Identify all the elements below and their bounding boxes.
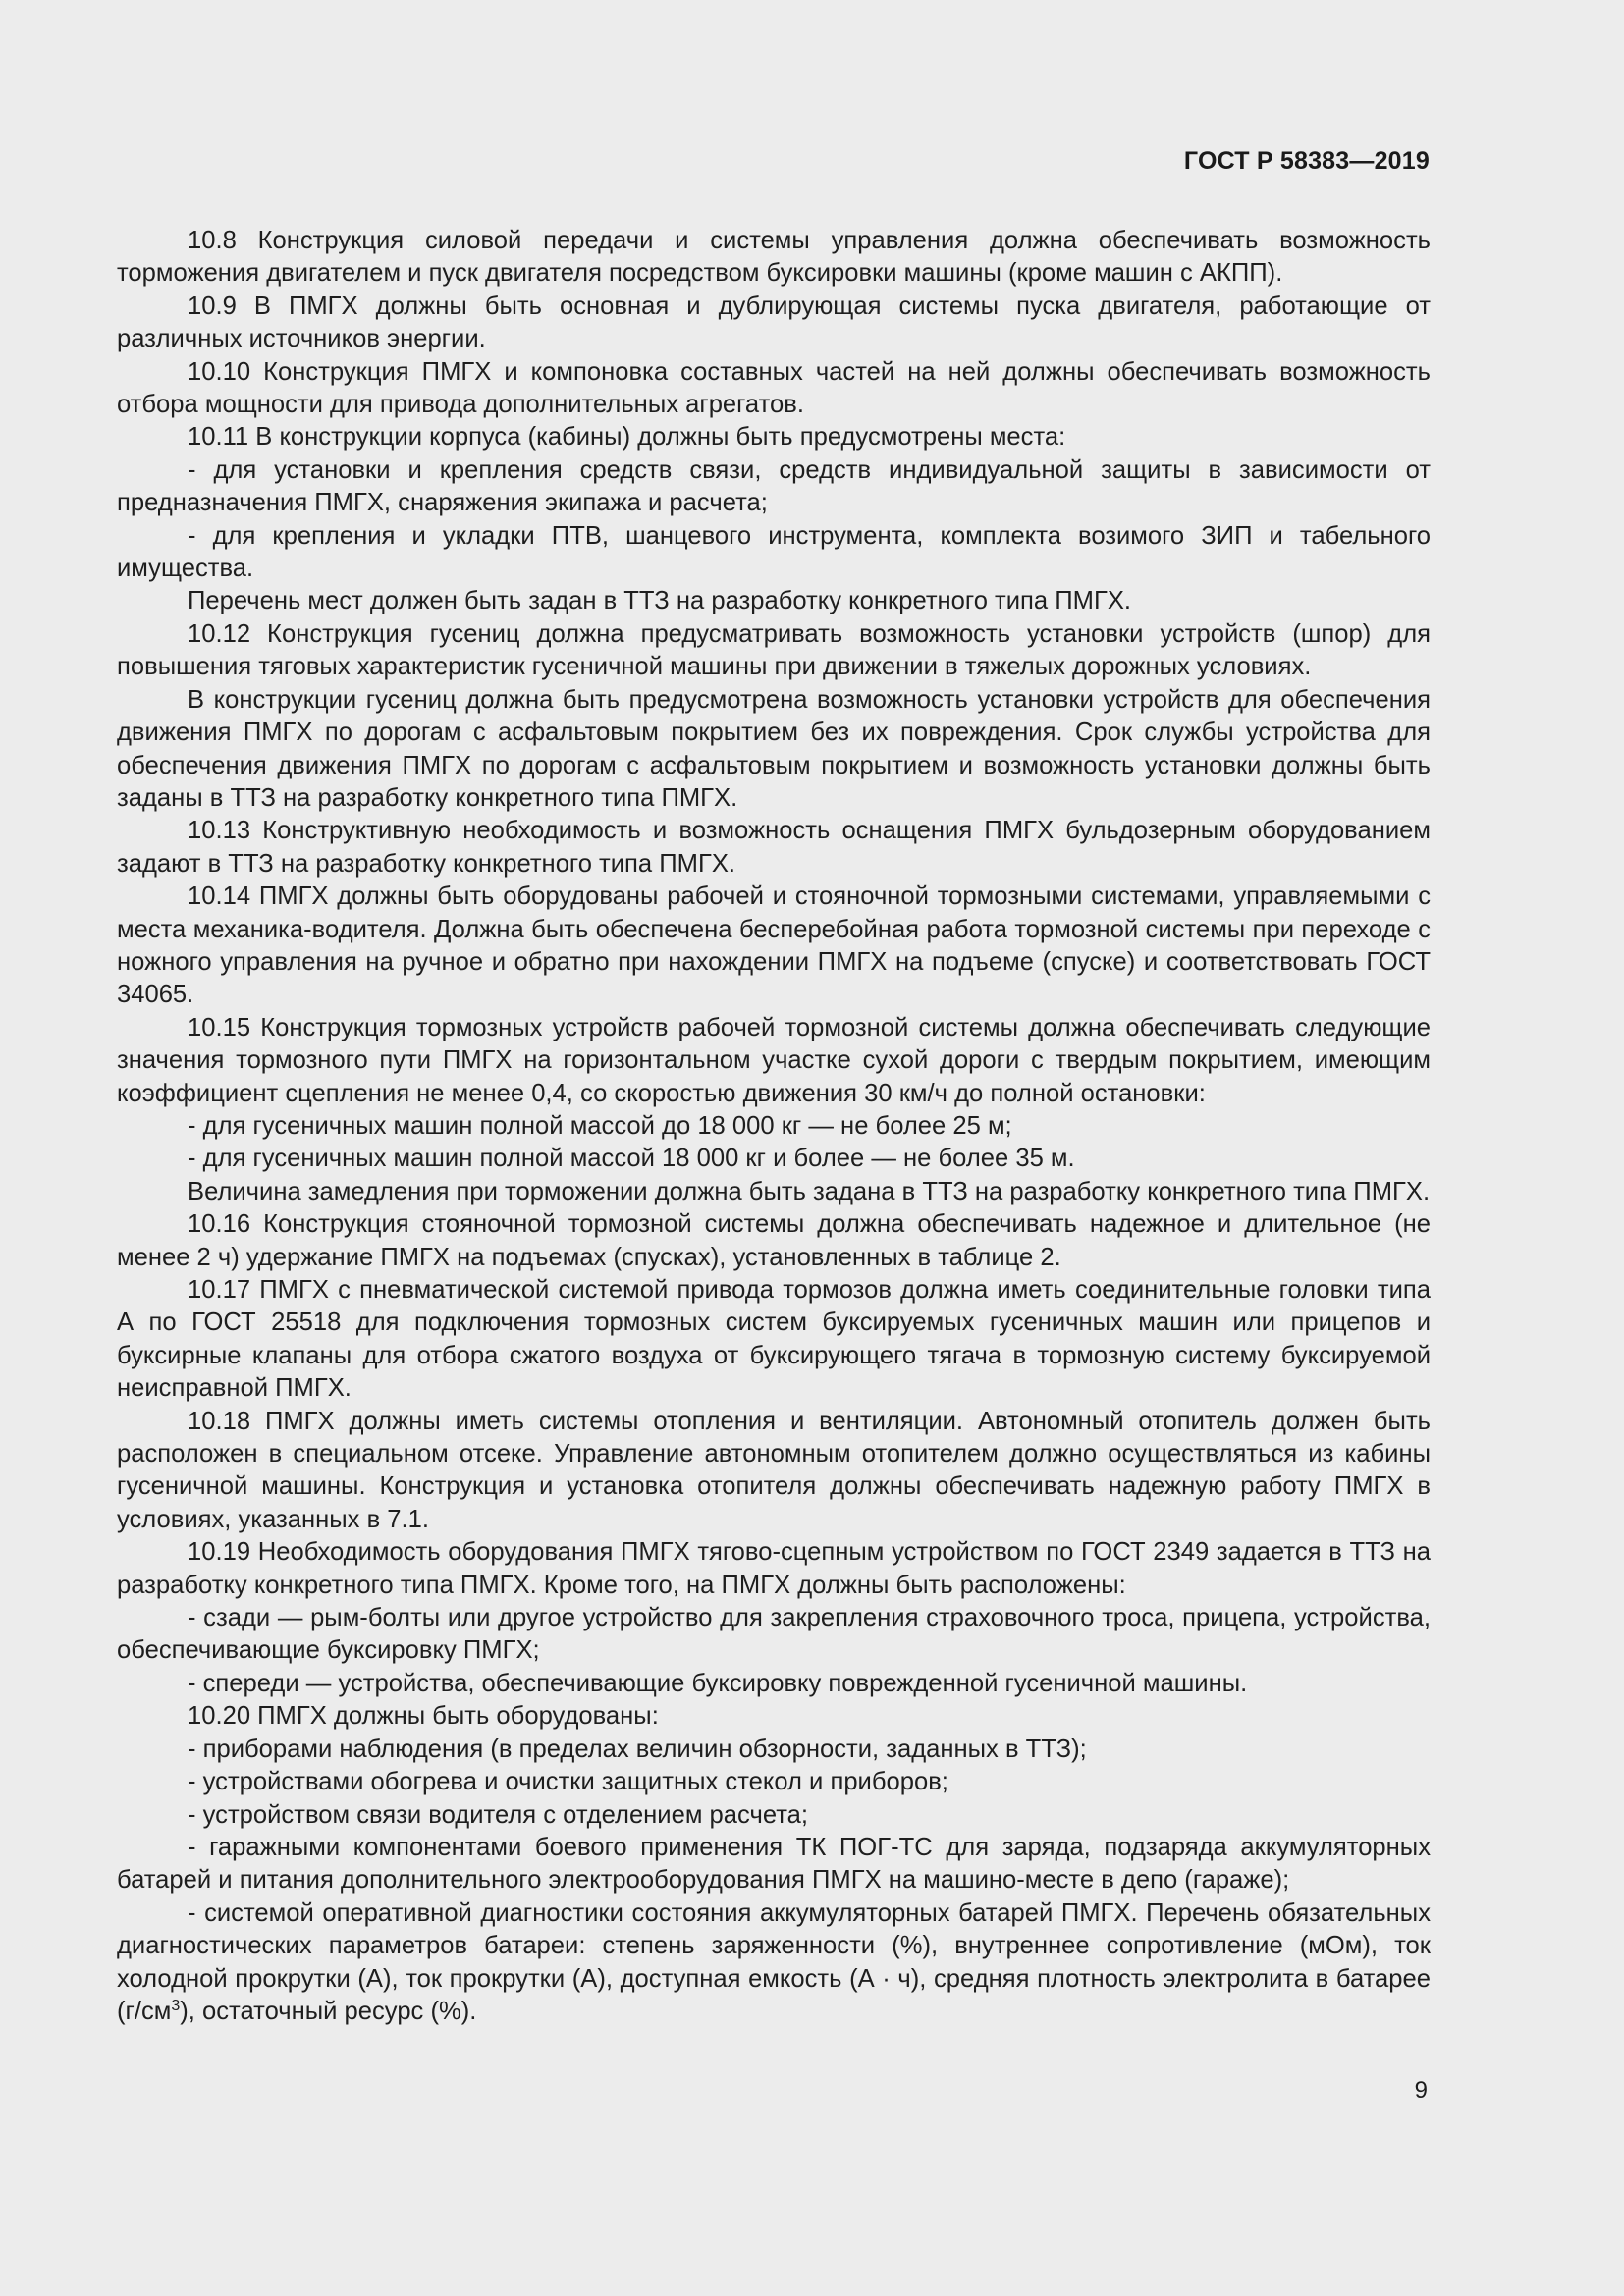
list-item-rear: - сзади — рым-болты или другое устройство для закрепления страховочного троса, прицепа, устройства, обеспечивающие буксировку ПМГХ; xyxy=(117,1604,1431,1665)
paragraph-10-10: 10.10 Конструкция ПМГХ и компоновка составных частей на ней должны обеспечивать возможность отбора мощности для привода дополнительных агрегатов. xyxy=(117,357,1431,419)
paragraph-track-devices: В конструкции гусениц должна быть предусмотрена возможность установки устройств для обеспечения движения ПМГХ по дорогам с асфальтовым покрытием без их повреждения. Срок службы устройства для обеспечения движения ПМГХ по дорогам с асфальтовым покрытием и возможность установки должны быть заданы в ТТЗ на разработку конкретного типа ПМГХ. xyxy=(117,685,1431,812)
battery-diagnostics-text: - системой оперативной диагностики состояния аккумуляторных батарей ПМГХ. Перечень обязательных диагностических параметров батареи: степень заряженности (%), внутреннее сопротивление (мОм), ток холодной прокрутки (А), ток прокрутки (А), доступная емкость (А · ч), средняя плотность электролита в батарее (г/см xyxy=(117,1898,1431,2025)
paragraph-deceleration: Величина замедления при торможении должна быть задана в ТТЗ на разработку конкретного типа ПМГХ. xyxy=(188,1177,1431,1205)
list-item-heating: - устройствами обогрева и очистки защитных стекол и приборов; xyxy=(188,1768,948,1796)
list-item-tools: - для крепления и укладки ПТВ, шанцевого инструмента, комплекта возимого ЗИП и табельного имущества. xyxy=(117,521,1431,583)
list-item-mass-over-18000: - для гусеничных машин полной массой 18 000 кг и более — не более 35 м. xyxy=(188,1145,1075,1173)
list-item-garage-components: - гаражными компонентами боевого применения ТК ПОГ-ТС для заряда, подзаряда аккумуляторных батарей и питания дополнительного электрооборудования ПМГХ на машино-месте в депо (гараже); xyxy=(117,1833,1431,1895)
page-number: 9 xyxy=(1414,2077,1428,2104)
superscript-cube: 3 xyxy=(171,1997,181,2014)
paragraph-10-12: 10.12 Конструкция гусениц должна предусматривать возможность установки устройств (шпор) для повышения тяговых характеристик гусеничной машины при движении в тяжелых дорожных условиях. xyxy=(117,619,1431,681)
standard-header: ГОСТ Р 58383—2019 xyxy=(1183,147,1430,175)
paragraph-10-11: 10.11 В конструкции корпуса (кабины) должны быть предусмотрены места: xyxy=(188,423,1066,452)
paragraph-10-18: 10.18 ПМГХ должны иметь системы отопления и вентиляции. Автономный отопитель должен быть расположен в специальном отсеке. Управление автономным отопителем должно осуществляться из кабины гусеничной машины. Конструкция и установка отопителя должны обеспечивать надежную работу ПМГХ в условиях, указанных в 7.1. xyxy=(117,1407,1431,1533)
battery-diagnostics-tail: ), остаточный ресурс (%). xyxy=(180,1997,477,2025)
paragraph-10-19: 10.19 Необходимость оборудования ПМГХ тягово-сцепным устройством по ГОСТ 2349 задается в ТТЗ на разработку конкретного типа ПМГХ. Кроме того, на ПМГХ должны быть расположены: xyxy=(117,1538,1431,1599)
paragraph-10-13: 10.13 Конструктивную необходимость и возможность оснащения ПМГХ бульдозерным оборудованием задают в ТТЗ на разработку конкретного типа ПМГХ. xyxy=(117,817,1431,878)
list-item-battery-diagnostics xyxy=(117,1897,1431,2029)
paragraph-10-15: 10.15 Конструкция тормозных устройств рабочей тормозной системы должна обеспечивать следующие значения тормозного пути ПМГХ на горизонтальном участке сухой дороги с твердым покрытием, имеющим коэффициент сцепления не менее 0,4, со скоростью движения 30 км/ч до полной остановки: xyxy=(117,1013,1431,1107)
paragraph-places-list: Перечень мест должен быть задан в ТТЗ на разработку конкретного типа ПМГХ. xyxy=(188,587,1132,615)
document-body xyxy=(117,225,1431,2028)
paragraph-10-20: 10.20 ПМГХ должны быть оборудованы: xyxy=(188,1702,659,1731)
paragraph-10-9: 10.9 В ПМГХ должны быть основная и дублирующая системы пуска двигателя, работающие от различных источников энергии. xyxy=(117,292,1431,353)
list-item-driver-communication: - устройством связи водителя с отделением расчета; xyxy=(188,1800,809,1829)
list-item-mass-under-18000: - для гусеничных машин полной массой до 18 000 кг — не более 25 м; xyxy=(188,1111,1012,1140)
list-item-front: - спереди — устройства, обеспечивающие буксировку поврежденной гусеничной машины. xyxy=(188,1669,1248,1697)
paragraph-10-8: 10.8 Конструкция силовой передачи и системы управления должна обеспечивать возможность торможения двигателем и пуск двигателя посредством буксировки машины (кроме машин с АКПП). xyxy=(117,227,1431,288)
list-item-observation: - приборами наблюдения (в пределах величин обзорности, заданных в ТТЗ); xyxy=(188,1735,1087,1763)
list-item-communications: - для установки и крепления средств связи, средств индивидуальной защиты в зависимости от предназначения ПМГХ, снаряжения экипажа и расчета; xyxy=(117,455,1431,517)
paragraph-10-17: 10.17 ПМГХ с пневматической системой привода тормозов должна иметь соединительные головки типа А по ГОСТ 25518 для подключения тормозных систем буксируемых гусеничных машин или прицепов и буксирные клапаны для отбора сжатого воздуха от буксирующего тягача в тормозную систему буксируемой неисправной ПМГХ. xyxy=(117,1276,1431,1403)
paragraph-10-14: 10.14 ПМГХ должны быть оборудованы рабочей и стояночной тормозными системами, управляемыми с места механика-водителя. Должна быть обеспечена бесперебойная работа тормозной системы при переходе с ножного управления на ручное и обратно при нахождении ПМГХ на подъеме (спуске) и соответствовать ГОСТ 34065. xyxy=(117,882,1431,1009)
paragraph-10-16: 10.16 Конструкция стояночной тормозной системы должна обеспечивать надежное и длительное (не менее 2 ч) удержание ПМГХ на подъемах (спусках), установленных в таблице 2. xyxy=(117,1210,1431,1271)
